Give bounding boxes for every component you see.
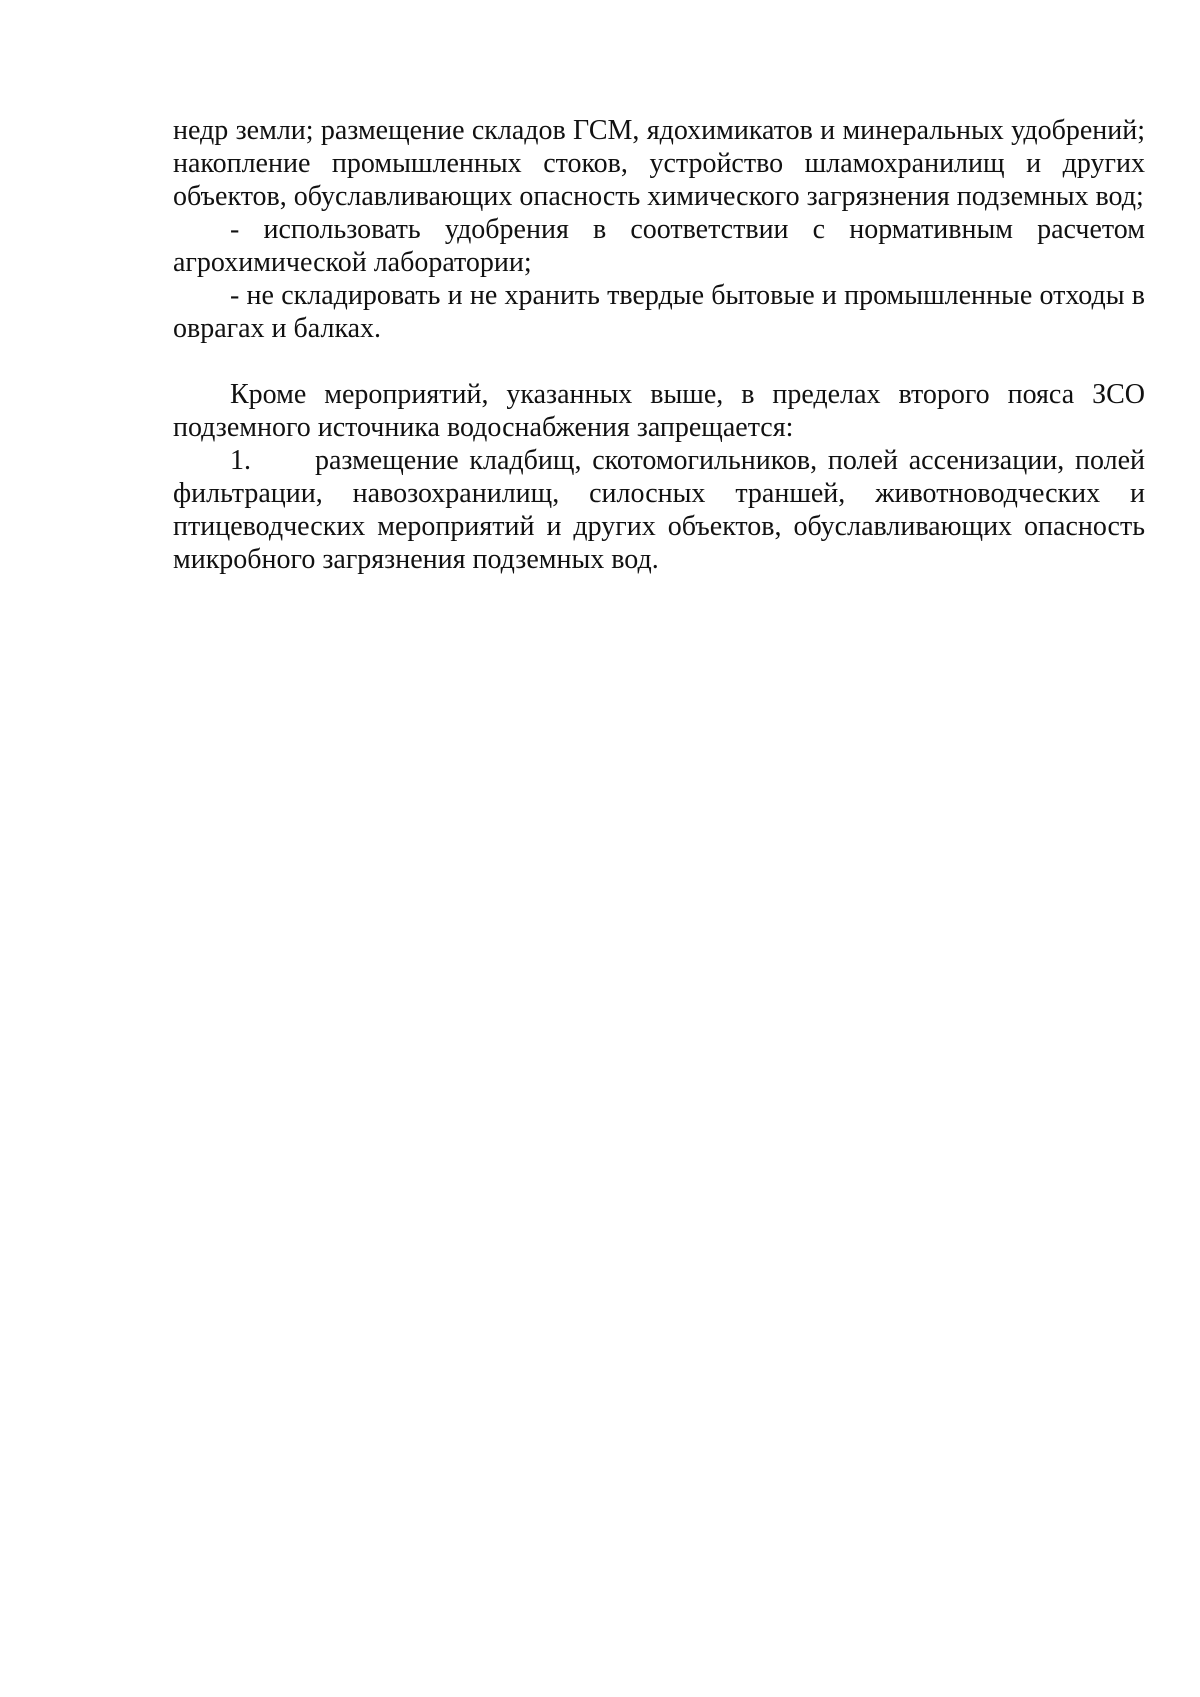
- list-item-text: размещение кладбищ, скотомогильников, полей ассенизации, полей фильтрации, навозохранилищ, силосных траншей, животноводческих и птицеводческих мероприятий и других объектов, обуславливающих опасность микробного загрязнения подземных вод.: [173, 445, 1145, 575]
- paragraph-continuation: недр земли; размещение складов ГСМ, ядохимикатов и минеральных удобрений; накопление промышленных стоков, устройство шламохранилищ и других объектов, обуславливающих опасность химического загрязнения подземных вод;: [173, 115, 1145, 212]
- paragraph-second-belt-intro: Кроме мероприятий, указанных выше, в пределах второго пояса ЗСО подземного источника водоснабжения запрещается:: [173, 379, 1145, 443]
- paragraph-waste-rule: - не складировать и не хранить твердые бытовые и промышленные отходы в оврагах и балках.: [173, 280, 1145, 344]
- paragraph-spacer: [173, 345, 1145, 378]
- document-body: [173, 114, 1145, 576]
- list-item-number: 1.: [230, 445, 251, 476]
- numbered-list-item: [173, 444, 1145, 576]
- paragraph-fertilizer-rule: - использовать удобрения в соответствии с нормативным расчетом агрохимической лаборатории;: [173, 214, 1145, 278]
